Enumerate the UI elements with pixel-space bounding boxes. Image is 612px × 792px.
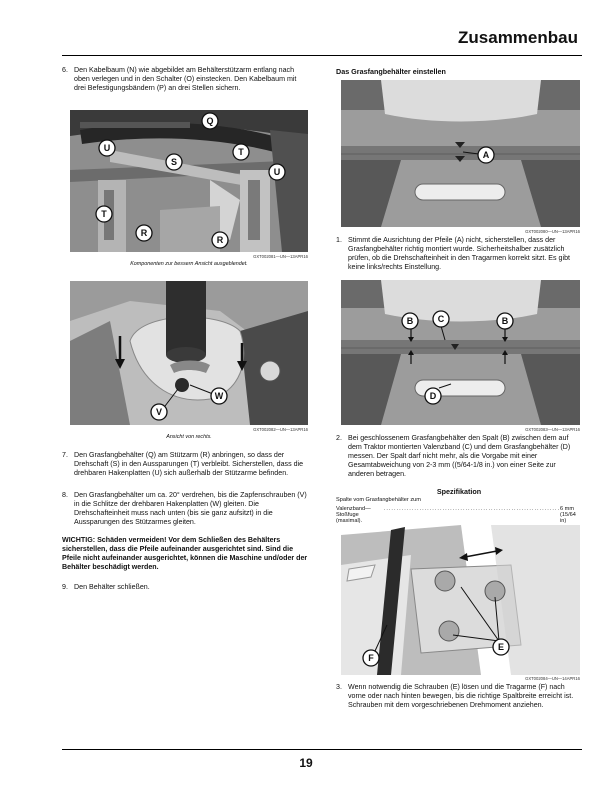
step-text: Bei geschlossenem Grasfangbehälter den Spalt (B) zwischen dem auf dem Traktor montierten Valenzband (C) und dem Grasfangbehälter (D) messen. Der Spalt darf nicht mehr, als die Vorgabe mit einer Gesamtabweichung von 2-3 mm ((5/64-1/8 in.) von einer Seite zur anderen betragen. bbox=[348, 434, 571, 478]
step-8 bbox=[62, 491, 308, 527]
figure-4-code: GXT002083—UN—13APR16 bbox=[525, 427, 580, 432]
step-6 bbox=[62, 66, 308, 93]
label-b-2: B bbox=[501, 316, 509, 326]
figure-2 bbox=[70, 281, 308, 425]
label-w: W bbox=[214, 391, 224, 401]
label-u-2: U bbox=[273, 167, 281, 177]
step-number: 1. bbox=[336, 236, 342, 244]
label-f: F bbox=[368, 653, 374, 663]
figure-3-code: GXT002080—UN—13APR16 bbox=[525, 229, 580, 234]
label-b: B bbox=[406, 316, 414, 326]
label-r: R bbox=[140, 228, 148, 238]
figure-3 bbox=[341, 80, 580, 227]
step-r3 bbox=[336, 683, 582, 710]
label-r-2: R bbox=[216, 235, 224, 245]
step-number: 2. bbox=[336, 434, 342, 442]
label-t-2: T bbox=[101, 209, 107, 219]
footer-rule bbox=[62, 749, 582, 750]
page-number: 19 bbox=[299, 756, 313, 770]
step-number: 8. bbox=[62, 491, 68, 499]
figure-2-code: GXT002082—UN—13APR16 bbox=[253, 427, 308, 432]
step-r2 bbox=[336, 434, 582, 479]
spec-title: Spezifikation bbox=[436, 487, 482, 496]
spec-label: Valenzband—Stoßfuge (maximal). bbox=[336, 506, 371, 524]
figure-4 bbox=[341, 280, 580, 425]
label-q: Q bbox=[206, 116, 214, 126]
header-rule bbox=[62, 55, 582, 56]
step-text: Den Grasfangbehälter um ca. 20° verdrehen, bis die Zapfenschrauben (V) in die Schlitze der drehbaren Hakenplatten (W) gleiten. Die Drehschafteinheit muss nach unten (bis sie ganz aufsitzt) in die Aussparungen des Stützarmes gleiten. bbox=[74, 491, 307, 526]
step-number: 3. bbox=[336, 683, 342, 691]
label-e: E bbox=[497, 642, 505, 652]
spec-row bbox=[336, 506, 582, 524]
spec-value: 6 mm (15/64 in) bbox=[560, 506, 576, 524]
figure-1-code: GXT002081—UN—13APR16 bbox=[253, 254, 308, 259]
step-9 bbox=[62, 583, 308, 592]
label-d: D bbox=[429, 391, 437, 401]
step-text: Wenn notwendig die Schrauben (E) lösen und die Tragarme (F) nach vorne oder nach hinten bewegen, bis die richtige Spaltbreite erreicht ist. Schrauben mit dem vorgeschriebenen Drehmoment anziehen. bbox=[348, 683, 574, 709]
spec-leader: ..................................................................... bbox=[383, 506, 561, 512]
label-t: T bbox=[238, 147, 244, 157]
step-text: Den Grasfangbehälter (Q) am Stützarm (R) anbringen, so dass der Drehschaft (S) in den Aussparungen (T) verbleibt. Sicherstellen, dass die drehbaren Hakenplatten (U) sich außerhalb der Stützarme befinden. bbox=[74, 451, 304, 477]
spec-subtitle: Spalte vom Grasfangbehälter zum bbox=[336, 497, 421, 503]
page-title: Zusammenbau bbox=[458, 28, 578, 47]
label-c: C bbox=[437, 314, 445, 324]
label-v: V bbox=[155, 407, 163, 417]
step-text: Den Kabelbaum (N) wie abgebildet am Behälterstützarm entlang nach oben verlegen und in den Schalter (O) einstecken. Den Kabelbaum mit drei Befestigungsbändern (P) an drei Stellen sichern. bbox=[74, 66, 297, 92]
figure-1-caption: Komponenten zur bessern Ansicht ausgeblendet. bbox=[130, 261, 248, 267]
section-heading: Das Grasfangbehälter einstellen bbox=[336, 67, 446, 76]
label-u: U bbox=[103, 143, 111, 153]
figure-5-code: GXT002084—UN—14APR16 bbox=[525, 676, 580, 681]
step-text: Stimmt die Ausrichtung der Pfeile (A) nicht, sicherstellen, dass der Grasfangbehälter richtig montiert wurde. Sicherheitshalber zusätzlich prüfen, ob die Drehschafteinheit in den Tragarmen korrekt sitzt. Es gibt keine links/rechts Einstellung. bbox=[348, 236, 570, 271]
step-7 bbox=[62, 451, 308, 478]
step-text: Den Behälter schließen. bbox=[74, 583, 150, 591]
figure-1 bbox=[70, 110, 308, 252]
step-r1 bbox=[336, 236, 582, 272]
figure-2-caption: Ansicht von rechts. bbox=[166, 434, 212, 440]
step-number: 6. bbox=[62, 66, 68, 74]
figure-5 bbox=[341, 525, 580, 675]
warning-notice: WICHTIG: Schäden vermeiden! Vor dem Schließen des Behälters sicherstellen, dass die Pfeile aufeinander ausgerichtet sind. Sind die Pfeile nicht aufeinander ausgerichtet, können die Maschine und/oder der Behälter beschädigt werden. bbox=[62, 536, 308, 571]
label-s: S bbox=[170, 157, 178, 167]
step-number: 7. bbox=[62, 451, 68, 459]
label-a: A bbox=[482, 150, 490, 160]
step-number: 9. bbox=[62, 583, 68, 591]
